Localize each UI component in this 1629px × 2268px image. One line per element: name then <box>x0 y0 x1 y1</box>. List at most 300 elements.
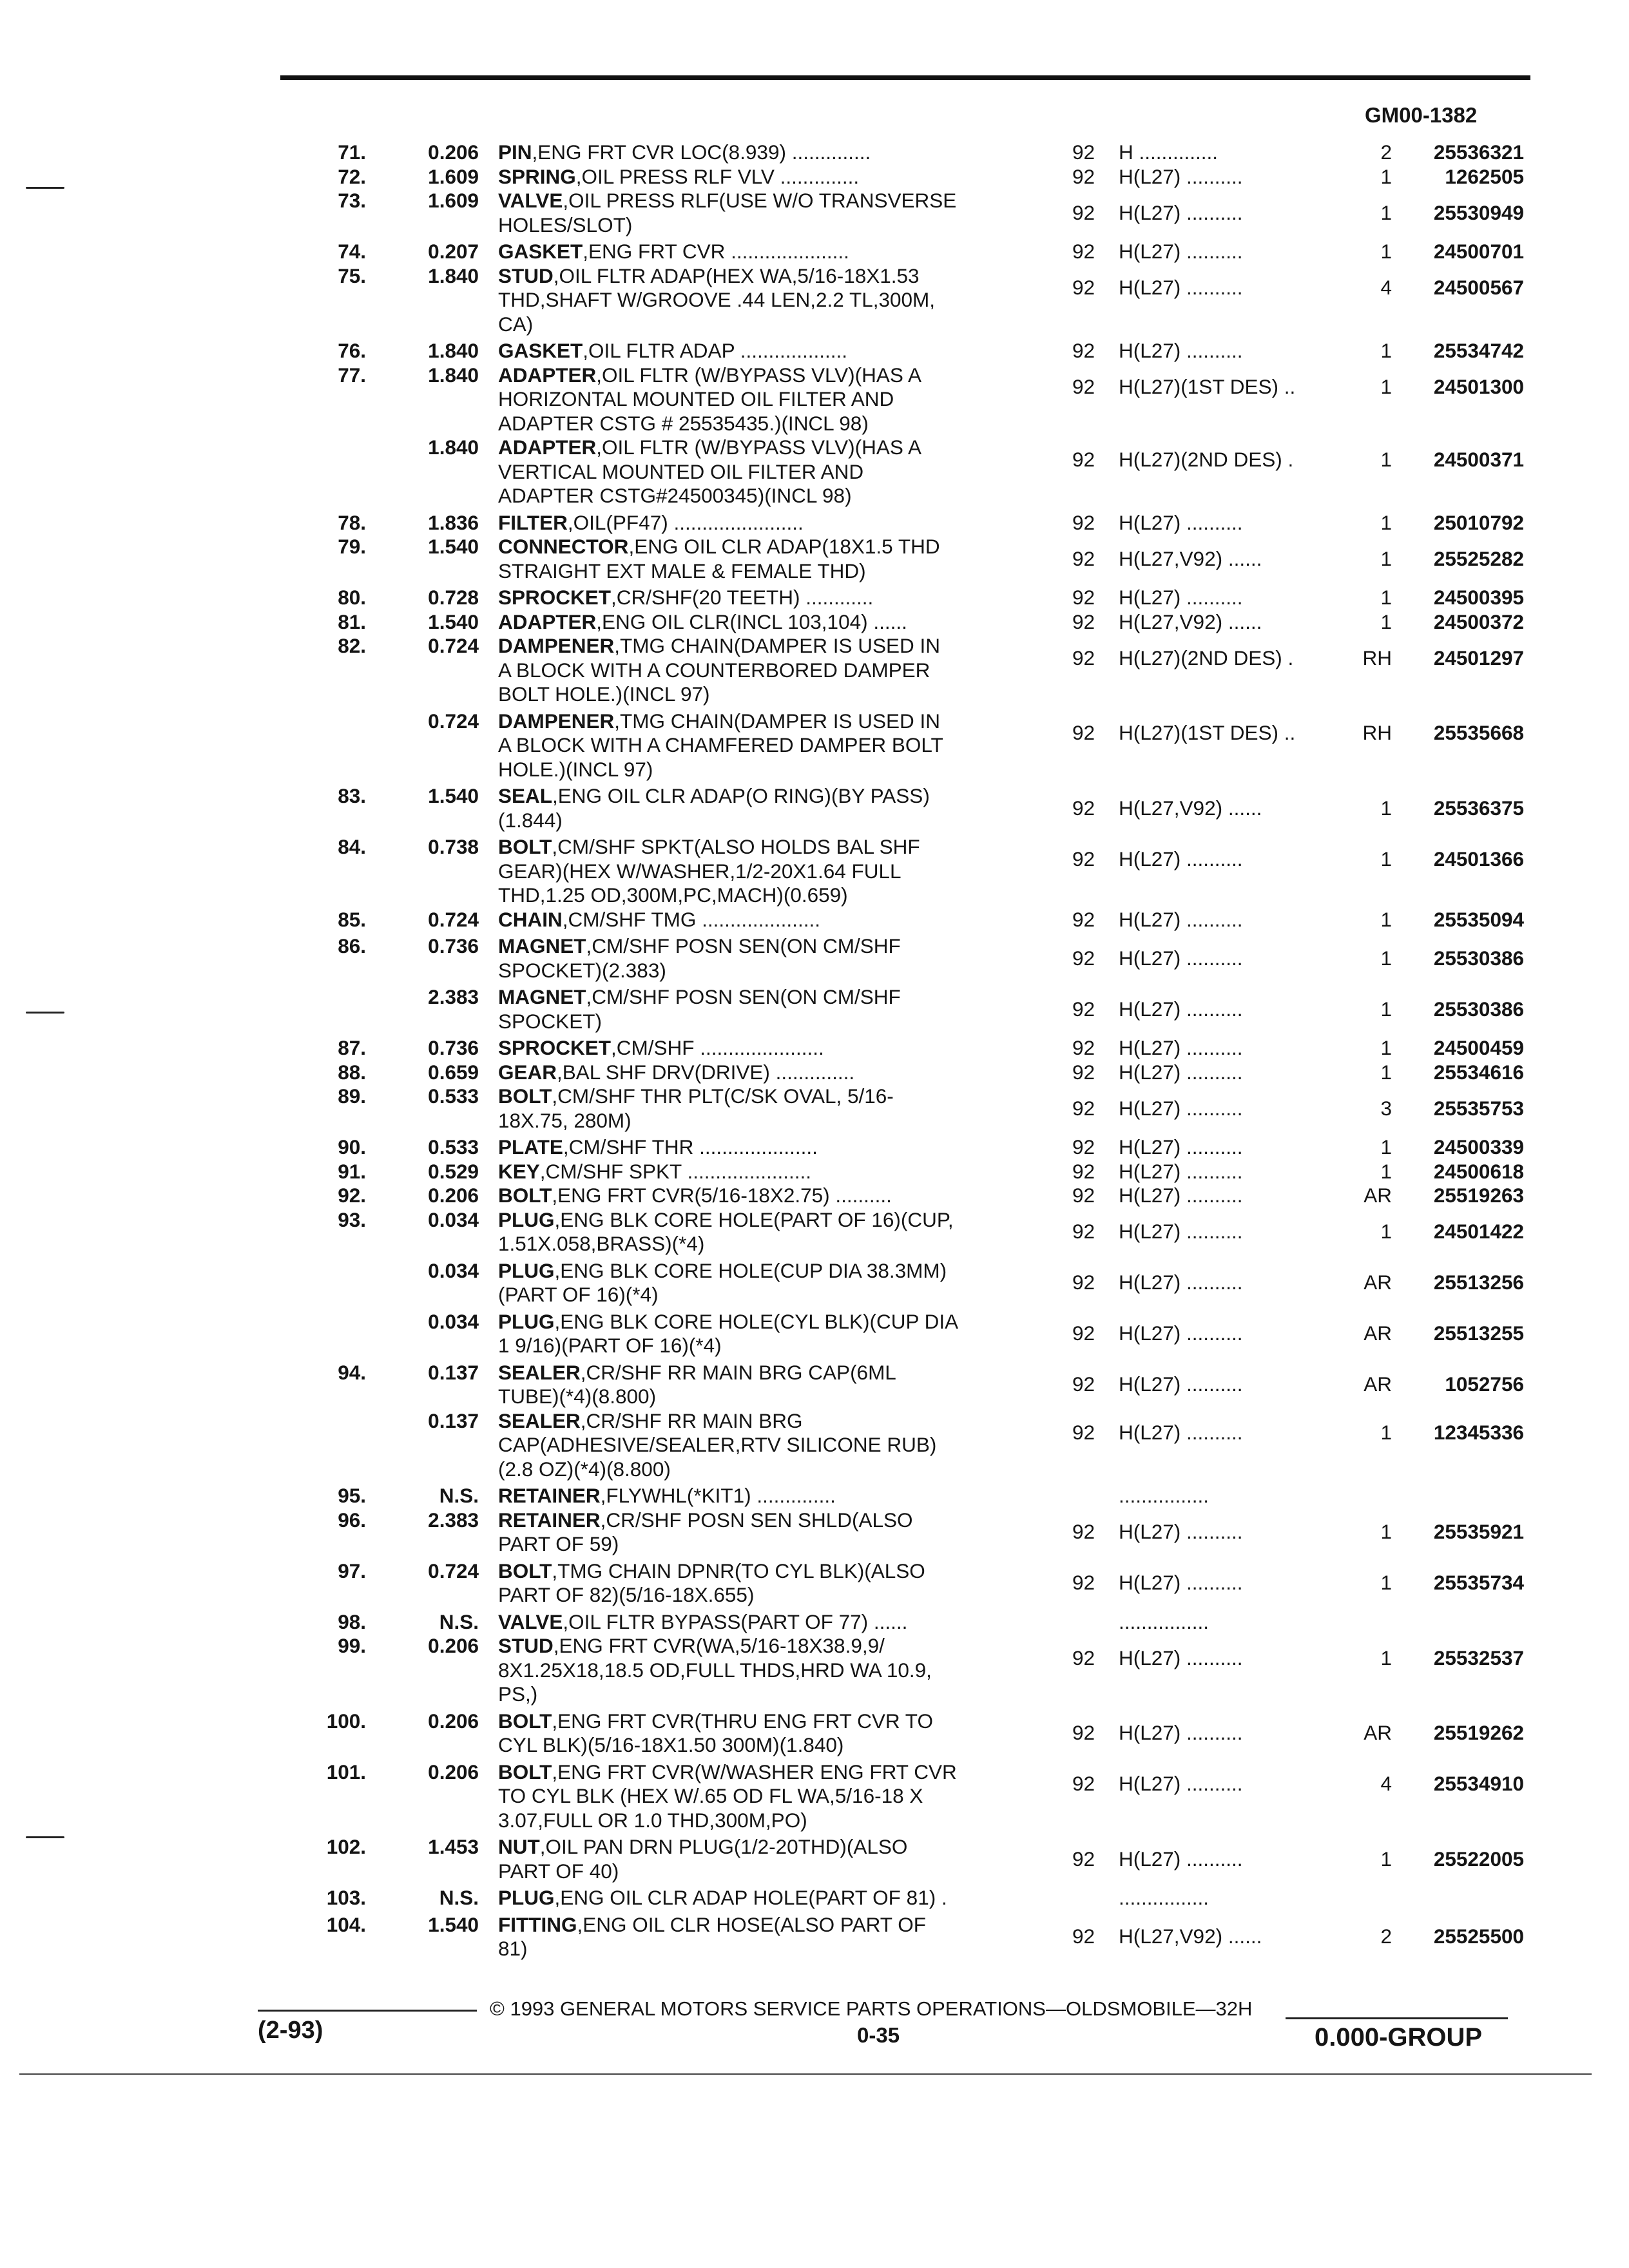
parts-row <box>0 784 1629 832</box>
part-description <box>498 436 921 460</box>
part-description: CAP(ADHESIVE/SEALER,RTV SILICONE RUB) <box>498 1433 937 1456</box>
parts-row <box>0 1160 1629 1184</box>
group-number: 0.724 <box>428 634 479 657</box>
group-number: 0.137 <box>428 1408 479 1432</box>
parts-row <box>0 908 1629 932</box>
part-detail: ,ENG BLK CORE HOLE(CYL BLK)(CUP DIA <box>554 1309 959 1333</box>
group-number: 0.206 <box>428 140 479 164</box>
model-code: H(L27) .......... <box>1119 1847 1243 1870</box>
part-detail: ,ENG OIL CLR ADAP(O RING)(BY PASS) <box>552 784 930 807</box>
part-description <box>498 1135 818 1160</box>
item-number: 98. <box>338 1610 366 1633</box>
part-number: 25536321 <box>1433 140 1524 164</box>
quantity: 1 <box>1380 1135 1392 1158</box>
model-year: 92 <box>1072 586 1095 609</box>
quantity: 1 <box>1380 1847 1392 1870</box>
group-number: 0.206 <box>428 1760 479 1783</box>
part-name: BOLT <box>498 1084 552 1108</box>
part-detail: ,CR/SHF(20 TEETH) ............ <box>611 586 874 609</box>
part-description: 3.07,FULL OR 1.0 THD,300M,PO) <box>498 1808 807 1832</box>
group-number: N.S. <box>439 1610 479 1633</box>
item-number: 104. <box>326 1912 366 1936</box>
part-description: 1.51X.058,BRASS)(*4) <box>498 1232 705 1255</box>
part-description: TO CYL BLK (HEX W/.65 OD FL WA,5/16-18 X <box>498 1784 923 1807</box>
model-code: H(L27) .......... <box>1119 1096 1243 1120</box>
part-description <box>498 1634 885 1658</box>
part-detail: ,CR/SHF POSN SEN SHLD(ALSO <box>600 1508 913 1532</box>
part-name: ADAPTER <box>498 436 597 459</box>
model-code: H(L27) .......... <box>1119 200 1243 224</box>
item-number: 93. <box>338 1207 366 1231</box>
part-description <box>498 165 859 189</box>
parts-row <box>0 1208 1629 1256</box>
part-number: 24500371 <box>1433 447 1524 471</box>
revision-date: (2-93) <box>258 2017 323 2044</box>
part-description <box>498 264 920 289</box>
model-year: 92 <box>1072 1925 1095 1948</box>
part-detail: ,FLYWHL(*KIT1) .............. <box>600 1484 836 1507</box>
group-number: 1.840 <box>428 264 479 287</box>
part-detail: ,OIL(PF47) ....................... <box>567 510 804 534</box>
item-number: 75. <box>338 264 366 287</box>
item-number: 101. <box>326 1760 366 1783</box>
quantity: 1 <box>1380 1036 1392 1059</box>
model-year: 92 <box>1072 1135 1095 1158</box>
part-description: THD,SHAFT W/GROOVE .44 LEN,2.2 TL,300M, <box>498 288 936 311</box>
part-name: CONNECTOR <box>498 535 629 558</box>
part-detail: ,ENG FRT CVR(WA,5/16-18X38.9,9/ <box>553 1634 885 1657</box>
parts-row <box>0 1913 1629 1961</box>
part-number: 24500459 <box>1433 1036 1524 1059</box>
model-year: 92 <box>1072 1060 1095 1084</box>
part-number: 25535734 <box>1433 1571 1524 1595</box>
model-code: ................ <box>1119 1886 1210 1909</box>
part-description: 18X.75, 280M) <box>498 1108 631 1132</box>
part-name: SEALER <box>498 1408 581 1432</box>
model-year: 92 <box>1072 1321 1095 1345</box>
model-code: H(L27) .......... <box>1119 1271 1243 1294</box>
part-detail: ,TMG CHAIN DPNR(TO CYL BLK)(ALSO <box>552 1559 925 1582</box>
model-year: 92 <box>1072 796 1095 820</box>
part-description <box>498 1610 907 1635</box>
model-code: H(L27)(1ST DES) .. <box>1119 721 1296 745</box>
part-name: DAMPENER <box>498 634 615 657</box>
model-year: 92 <box>1072 1421 1095 1445</box>
part-number: 24500701 <box>1433 240 1524 263</box>
group-number: 1.540 <box>428 535 479 558</box>
part-name: VALVE <box>498 1610 563 1633</box>
part-detail: ,OIL FLTR (W/BYPASS VLV)(HAS A <box>596 363 921 387</box>
part-number: 25530386 <box>1433 997 1524 1021</box>
part-description <box>498 1061 854 1085</box>
model-code: H(L27)(2ND DES) . <box>1119 646 1294 669</box>
part-number: 1262505 <box>1445 164 1524 188</box>
part-detail: ,OIL FLTR ADAP(HEX WA,5/16-18X1.53 <box>553 264 920 287</box>
part-description: STRAIGHT EXT MALE & FEMALE THD) <box>498 559 866 582</box>
item-number: 79. <box>338 535 366 558</box>
part-description: PART OF 59) <box>498 1532 619 1555</box>
part-name: BOLT <box>498 1760 552 1783</box>
part-detail: ,ENG OIL CLR ADAP HOLE(PART OF 81) . <box>554 1886 947 1909</box>
part-detail: ,ENG OIL CLR ADAP(18X1.5 THD <box>628 535 940 558</box>
part-description <box>498 1886 947 1910</box>
group-number: 0.736 <box>428 934 479 957</box>
parts-row <box>0 1361 1629 1409</box>
part-description <box>498 1361 896 1385</box>
model-year: 92 <box>1072 240 1095 263</box>
part-name: BOLT <box>498 1184 552 1207</box>
model-year: 92 <box>1072 140 1095 164</box>
parts-row <box>0 934 1629 983</box>
part-name: STUD <box>498 264 554 287</box>
group-number: 0.738 <box>428 835 479 858</box>
model-year: 92 <box>1072 1646 1095 1669</box>
group-number: 0.034 <box>428 1207 479 1231</box>
part-description: ADAPTER CSTG # 25535435.)(INCL 98) <box>498 411 869 435</box>
part-detail: ,CM/SHF SPKT ...................... <box>539 1159 812 1183</box>
item-number: 83. <box>338 784 366 807</box>
model-code: H(L27,V92) ...... <box>1119 1925 1262 1948</box>
model-code: H(L27) .......... <box>1119 1036 1243 1059</box>
part-description <box>498 1160 811 1184</box>
item-number: 74. <box>338 240 366 263</box>
part-name: CHAIN <box>498 907 563 931</box>
part-number: 25530386 <box>1433 946 1524 970</box>
model-year: 92 <box>1072 339 1095 362</box>
part-detail: ,ENG BLK CORE HOLE(CUP DIA 38.3MM) <box>554 1258 947 1282</box>
quantity: 1 <box>1380 1159 1392 1183</box>
group-number: 0.207 <box>428 240 479 263</box>
model-year: 92 <box>1072 510 1095 534</box>
part-number: 25519262 <box>1433 1721 1524 1745</box>
item-number: 94. <box>338 1360 366 1384</box>
part-number: 25530949 <box>1433 200 1524 224</box>
part-detail: ,ENG FRT CVR(THRU ENG FRT CVR TO <box>552 1709 933 1733</box>
quantity: 1 <box>1380 997 1392 1021</box>
model-year: 92 <box>1072 610 1095 633</box>
part-detail: ,ENG FRT CVR ..................... <box>583 240 849 263</box>
quantity: 1 <box>1380 1421 1392 1445</box>
parts-row <box>0 1634 1629 1707</box>
part-description <box>498 535 940 559</box>
part-number: 24500618 <box>1433 1159 1524 1183</box>
part-name: SEAL <box>498 784 553 807</box>
parts-row <box>0 436 1629 508</box>
group-number: 0.206 <box>428 1634 479 1657</box>
part-detail: ,CM/SHF THR ..................... <box>563 1135 818 1158</box>
parts-row <box>0 835 1629 908</box>
model-year: 92 <box>1072 447 1095 471</box>
group-number: 1.609 <box>428 164 479 188</box>
quantity: 1 <box>1380 847 1392 870</box>
part-description <box>498 363 921 388</box>
part-number: 25532537 <box>1433 1646 1524 1669</box>
item-number: 99. <box>338 1634 366 1657</box>
model-year: 92 <box>1072 646 1095 669</box>
part-description <box>498 1760 957 1785</box>
parts-row <box>0 1061 1629 1085</box>
model-code: H(L27) .......... <box>1119 1135 1243 1158</box>
model-code: ................ <box>1119 1610 1210 1633</box>
model-year: 92 <box>1072 847 1095 870</box>
part-description <box>498 1184 892 1208</box>
part-detail: ,ENG OIL CLR(INCL 103,104) ...... <box>596 610 907 633</box>
group-number: 2.383 <box>428 1508 479 1532</box>
model-code: H(L27) .......... <box>1119 1520 1243 1544</box>
part-detail: ,CR/SHF RR MAIN BRG CAP(6ML <box>580 1360 896 1384</box>
part-detail: ,CM/SHF POSN SEN(ON CM/SHF <box>586 934 901 957</box>
part-detail: ,TMG CHAIN(DAMPER IS USED IN <box>614 709 941 733</box>
item-number: 85. <box>338 907 366 931</box>
item-number: 91. <box>338 1159 366 1183</box>
group-number: 1.609 <box>428 189 479 212</box>
quantity: AR <box>1364 1321 1392 1345</box>
group-number: 0.034 <box>428 1258 479 1282</box>
part-description: (2.8 OZ)(*4)(8.800) <box>498 1457 671 1481</box>
part-name: SPROCKET <box>498 1036 612 1059</box>
part-detail: ,CR/SHF RR MAIN BRG <box>580 1408 803 1432</box>
model-year: 92 <box>1072 1096 1095 1120</box>
part-number: 25513256 <box>1433 1271 1524 1294</box>
part-detail: ,OIL PAN DRN PLUG(1/2-20THD)(ALSO <box>539 1835 908 1858</box>
parts-row <box>0 511 1629 535</box>
quantity: AR <box>1364 1271 1392 1294</box>
quantity: 1 <box>1380 1520 1392 1544</box>
model-year: 92 <box>1072 164 1095 188</box>
parts-row <box>0 264 1629 337</box>
part-name: GASKET <box>498 339 583 362</box>
group-number: 1.540 <box>428 784 479 807</box>
quantity: 2 <box>1380 1925 1392 1948</box>
part-number: 24501366 <box>1433 847 1524 870</box>
model-code: H(L27) .......... <box>1119 847 1243 870</box>
part-number: 24500395 <box>1433 586 1524 609</box>
model-code: ................ <box>1119 1484 1210 1507</box>
part-description <box>498 511 804 535</box>
group-number: 1.840 <box>428 363 479 387</box>
part-name: PLUG <box>498 1309 555 1333</box>
group-number: 0.034 <box>428 1309 479 1333</box>
model-year: 92 <box>1072 546 1095 570</box>
item-number: 97. <box>338 1559 366 1582</box>
part-description <box>498 934 901 959</box>
quantity: 1 <box>1380 164 1392 188</box>
part-name: PLUG <box>498 1886 555 1909</box>
part-detail: ,BAL SHF DRV(DRIVE) .............. <box>557 1060 855 1084</box>
group-number: 1.840 <box>428 339 479 362</box>
parts-row <box>0 1508 1629 1557</box>
part-description: ADAPTER CSTG#24500345)(INCL 98) <box>498 484 852 507</box>
part-number: 25522005 <box>1433 1847 1524 1870</box>
footer-rule-right <box>1286 2017 1508 2019</box>
group-number: 0.533 <box>428 1084 479 1108</box>
part-name: BOLT <box>498 835 552 858</box>
part-number: 24500567 <box>1433 276 1524 300</box>
group-number: 2.383 <box>428 985 479 1008</box>
part-description: PS,) <box>498 1682 538 1706</box>
model-year: 92 <box>1072 375 1095 399</box>
part-description <box>498 586 873 610</box>
model-code: H(L27) .......... <box>1119 339 1243 362</box>
group-number: 0.533 <box>428 1135 479 1158</box>
part-detail: ,CM/SHF ...................... <box>611 1036 824 1059</box>
quantity: AR <box>1364 1721 1392 1745</box>
part-name: VALVE <box>498 189 563 212</box>
part-detail: ,OIL PRESS RLF VLV .............. <box>575 164 860 188</box>
model-year: 92 <box>1072 1721 1095 1745</box>
part-number: 25535753 <box>1433 1096 1524 1120</box>
group-number: N.S. <box>439 1886 479 1909</box>
model-code: H(L27,V92) ...... <box>1119 546 1262 570</box>
quantity: 4 <box>1380 1772 1392 1796</box>
part-number: 25535668 <box>1433 721 1524 745</box>
part-number: 1052756 <box>1445 1372 1524 1396</box>
item-number: 76. <box>338 339 366 362</box>
binding-mark <box>26 187 64 189</box>
part-number: 25534910 <box>1433 1772 1524 1796</box>
part-name: GEAR <box>498 1060 557 1084</box>
part-number: 24501300 <box>1433 375 1524 399</box>
part-number: 25010792 <box>1433 510 1524 534</box>
item-number: 87. <box>338 1036 366 1059</box>
model-code: H(L27) .......... <box>1119 1646 1243 1669</box>
quantity: 1 <box>1380 610 1392 633</box>
part-detail: ,CM/SHF SPKT(ALSO HOLDS BAL SHF <box>552 835 920 858</box>
quantity: 1 <box>1380 240 1392 263</box>
model-year: 92 <box>1072 907 1095 931</box>
part-name: SEALER <box>498 1360 581 1384</box>
part-detail: ,ENG OIL CLR HOSE(ALSO PART OF <box>577 1912 926 1936</box>
part-number: 25534742 <box>1433 339 1524 362</box>
quantity: 1 <box>1380 510 1392 534</box>
part-detail: ,TMG CHAIN(DAMPER IS USED IN <box>614 634 941 657</box>
parts-row <box>0 535 1629 583</box>
part-description: SPOCKET) <box>498 1009 602 1033</box>
part-description <box>498 835 920 860</box>
part-name: RETAINER <box>498 1508 601 1532</box>
item-number: 78. <box>338 510 366 534</box>
part-description <box>498 1208 954 1233</box>
part-detail: ,CM/SHF TMG ..................... <box>562 907 820 931</box>
part-detail: ,OIL FLTR BYPASS(PART OF 77) ...... <box>563 1610 908 1633</box>
item-number: 77. <box>338 363 366 387</box>
part-name: DAMPENER <box>498 709 615 733</box>
group-number: 0.206 <box>428 1709 479 1733</box>
quantity: 1 <box>1380 375 1392 399</box>
parts-row <box>0 1036 1629 1061</box>
part-description: SPOCKET)(2.383) <box>498 958 666 982</box>
item-number: 96. <box>338 1508 366 1532</box>
page-number: 0-35 <box>857 2023 900 2047</box>
part-description: (PART OF 16)(*4) <box>498 1283 659 1306</box>
parts-row <box>0 1709 1629 1758</box>
model-year: 92 <box>1072 1372 1095 1396</box>
part-name: SPROCKET <box>498 586 612 609</box>
part-description <box>498 1084 894 1109</box>
part-number: 25535094 <box>1433 907 1524 931</box>
part-description: VERTICAL MOUNTED OIL FILTER AND <box>498 459 864 483</box>
parts-row <box>0 140 1629 165</box>
part-description <box>498 1259 947 1283</box>
part-description: THD,1.25 OD,300M,PC,MACH)(0.659) <box>498 883 848 907</box>
part-description <box>498 189 956 213</box>
part-description <box>498 1484 836 1508</box>
quantity: 1 <box>1380 796 1392 820</box>
part-description <box>498 1508 913 1533</box>
group-number: 0.724 <box>428 709 479 733</box>
group-number: 0.728 <box>428 586 479 609</box>
part-description: A BLOCK WITH A COUNTERBORED DAMPER <box>498 658 930 682</box>
group-code: 0.000-GROUP <box>1315 2023 1483 2052</box>
part-detail: ,OIL FLTR ADAP ................... <box>583 339 848 362</box>
part-name: NUT <box>498 1835 540 1858</box>
part-name: SPRING <box>498 164 576 188</box>
parts-row <box>0 634 1629 707</box>
part-description: CYL BLK)(5/16-18X1.50 300M)(1.840) <box>498 1733 844 1756</box>
model-code: H(L27)(1ST DES) .. <box>1119 375 1296 399</box>
quantity: 1 <box>1380 907 1392 931</box>
parts-row <box>0 1559 1629 1608</box>
model-year: 92 <box>1072 997 1095 1021</box>
part-description: HOLES/SLOT) <box>498 213 633 236</box>
part-name: KEY <box>498 1159 540 1183</box>
parts-row <box>0 1886 1629 1910</box>
part-name: BOLT <box>498 1559 552 1582</box>
parts-row <box>0 1610 1629 1635</box>
part-name: ADAPTER <box>498 610 597 633</box>
model-year: 92 <box>1072 1271 1095 1294</box>
parts-row <box>0 586 1629 610</box>
part-number: 12345336 <box>1433 1421 1524 1445</box>
group-number: 0.137 <box>428 1360 479 1384</box>
group-number: 1.453 <box>428 1835 479 1858</box>
part-description: PART OF 40) <box>498 1859 619 1883</box>
group-number: 1.836 <box>428 510 479 534</box>
model-year: 92 <box>1072 1184 1095 1207</box>
quantity: RH <box>1362 721 1392 745</box>
model-code: H(L27) .......... <box>1119 1220 1243 1244</box>
part-description: A BLOCK WITH A CHAMFERED DAMPER BOLT <box>498 733 943 756</box>
parts-row <box>0 985 1629 1033</box>
item-number: 103. <box>326 1886 366 1909</box>
part-detail: ,ENG FRT CVR(5/16-18X2.75) .......... <box>552 1184 892 1207</box>
part-description <box>498 1409 803 1434</box>
part-description <box>498 985 901 1010</box>
model-code: H(L27) .......... <box>1119 1321 1243 1345</box>
parts-row <box>0 1184 1629 1208</box>
part-description <box>498 634 940 658</box>
model-code: H(L27) .......... <box>1119 164 1243 188</box>
part-number: 24501297 <box>1433 646 1524 669</box>
item-number: 100. <box>326 1709 366 1733</box>
quantity: 1 <box>1380 946 1392 970</box>
part-description <box>498 1913 926 1937</box>
group-number: 0.724 <box>428 1559 479 1582</box>
part-number: 25519263 <box>1433 1184 1524 1207</box>
parts-row <box>0 1484 1629 1508</box>
parts-row <box>0 1084 1629 1133</box>
part-description <box>498 1709 933 1734</box>
quantity: 4 <box>1380 276 1392 300</box>
part-name: RETAINER <box>498 1484 601 1507</box>
item-number: 84. <box>338 835 366 858</box>
group-number: 1.840 <box>428 436 479 459</box>
model-year: 92 <box>1072 1847 1095 1870</box>
part-description <box>498 1036 824 1061</box>
group-number: 1.540 <box>428 610 479 633</box>
item-number: 95. <box>338 1484 366 1507</box>
item-number: 92. <box>338 1184 366 1207</box>
